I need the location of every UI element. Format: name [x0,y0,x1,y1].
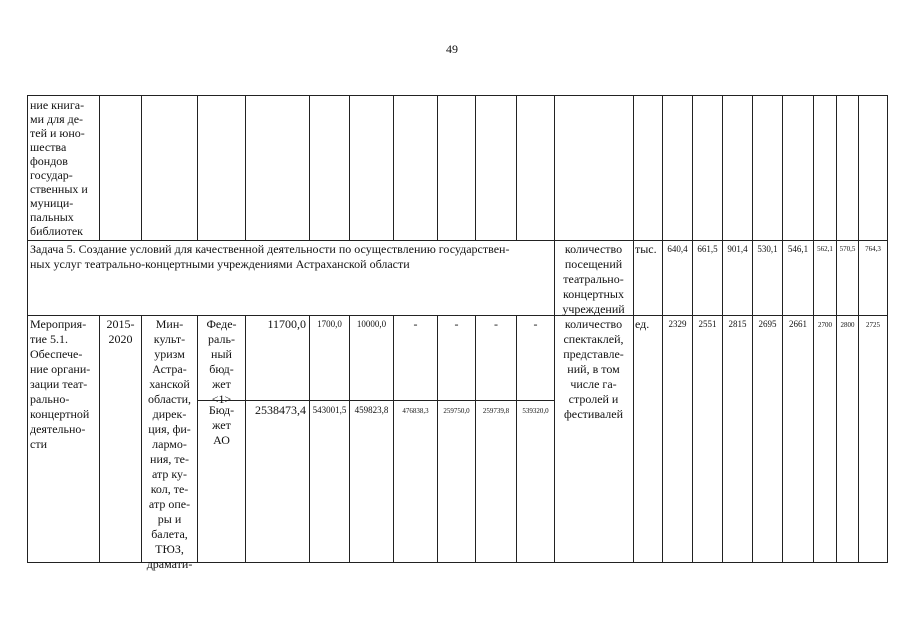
measure-value-2018: 2700 [818,321,832,329]
regional-2018: 259750,0 [443,407,470,415]
regional-2015: 543001,5 [312,405,347,415]
task-value-2019: 570,5 [839,245,856,253]
col-divider [437,95,438,240]
task-value-2020: 764,3 [865,245,881,253]
measure-value-2013: 2329 [668,319,687,329]
regional-2020: 539320,0 [522,407,549,415]
measure-value-2016: 2695 [758,319,777,329]
task-value-2014: 661,5 [697,244,718,254]
col-divider [309,315,310,563]
col-divider [393,315,394,563]
col-divider [437,315,438,563]
task-unit: тыс. [635,242,657,256]
col-divider [349,315,350,563]
federal-2015: 1700,0 [317,319,342,329]
row-divider [27,240,888,241]
task-indicator: количество посещений театрально- концертных учреждений [562,242,625,316]
col-divider [516,95,517,240]
measure-indicator: количество спектаклей, представле- ний, в том числе га- стролей и фестивалей [563,317,624,421]
measure-source-federal: Феде- раль- ный бюд- жет <1> [206,317,237,406]
col-divider [245,95,246,240]
federal-2019: - [494,317,498,331]
measure-value-2019: 2800 [840,321,855,329]
col-divider [349,95,350,240]
page-number: 49 [446,42,458,56]
measure-name: Мероприя- тие 5.1. Обеспече- ние органи- зации теат- рально- концертной деятельно- сти [30,317,91,451]
col-divider [633,95,634,563]
col-divider [516,315,517,563]
task-value-2015: 901,4 [727,244,748,254]
col-divider [245,315,246,563]
measure-period: 2015- 2020 [106,317,135,346]
col-divider [475,315,476,563]
measure-executors: Мин- культ- уризм Астра- ханской области, дирек- ция, фи- лармо- ния, те- атр ку- кол, те- атр опе- ры и балета, ТЮЗ, драмати- [146,317,193,571]
federal-2020a: - [533,317,538,331]
task-value-2017: 546,1 [787,244,809,254]
measure-value-2020: 2725 [866,321,880,329]
col-divider [197,95,198,240]
row-divider [197,400,554,401]
regional-2016: 459823,8 [354,405,389,415]
task-title: Задача 5. Создание условий для качественной деятельности по осуществлению государствен- ных услуг театрально-концертными учреждениями Астраханской области [30,242,510,271]
federal-2017: - [413,317,418,331]
federal-2018: - [454,317,459,331]
program-table [27,95,888,571]
task-value-2016: 530,1 [757,244,778,254]
col-divider [99,315,100,563]
measure-unit: ед. [635,317,650,331]
task-value-2013: 640,4 [667,244,688,254]
federal-2016: 10000,0 [356,319,387,329]
task-value-2018: 562,1 [817,245,833,253]
measure-source-regional: Бюд- жет АО [208,403,235,447]
measure-value-2014: 2551 [698,319,717,329]
col-divider [309,95,310,240]
col-divider [141,95,142,240]
row-divider [27,315,888,316]
regional-2019: 259739,8 [482,407,510,415]
row1-name-cell: ние книга- ми для де- тей и юно- шества фондов государ- ственных и муници- пальных библиотек [30,98,88,238]
col-divider [99,95,100,240]
measure-value-2015: 2815 [728,319,747,329]
col-divider [393,95,394,240]
federal-total: 11700,0 [267,317,306,331]
col-divider [475,95,476,240]
regional-2017: 476838,3 [402,407,429,415]
regional-total: 2538473,4 [255,403,306,417]
measure-value-2017: 2661 [789,319,807,329]
